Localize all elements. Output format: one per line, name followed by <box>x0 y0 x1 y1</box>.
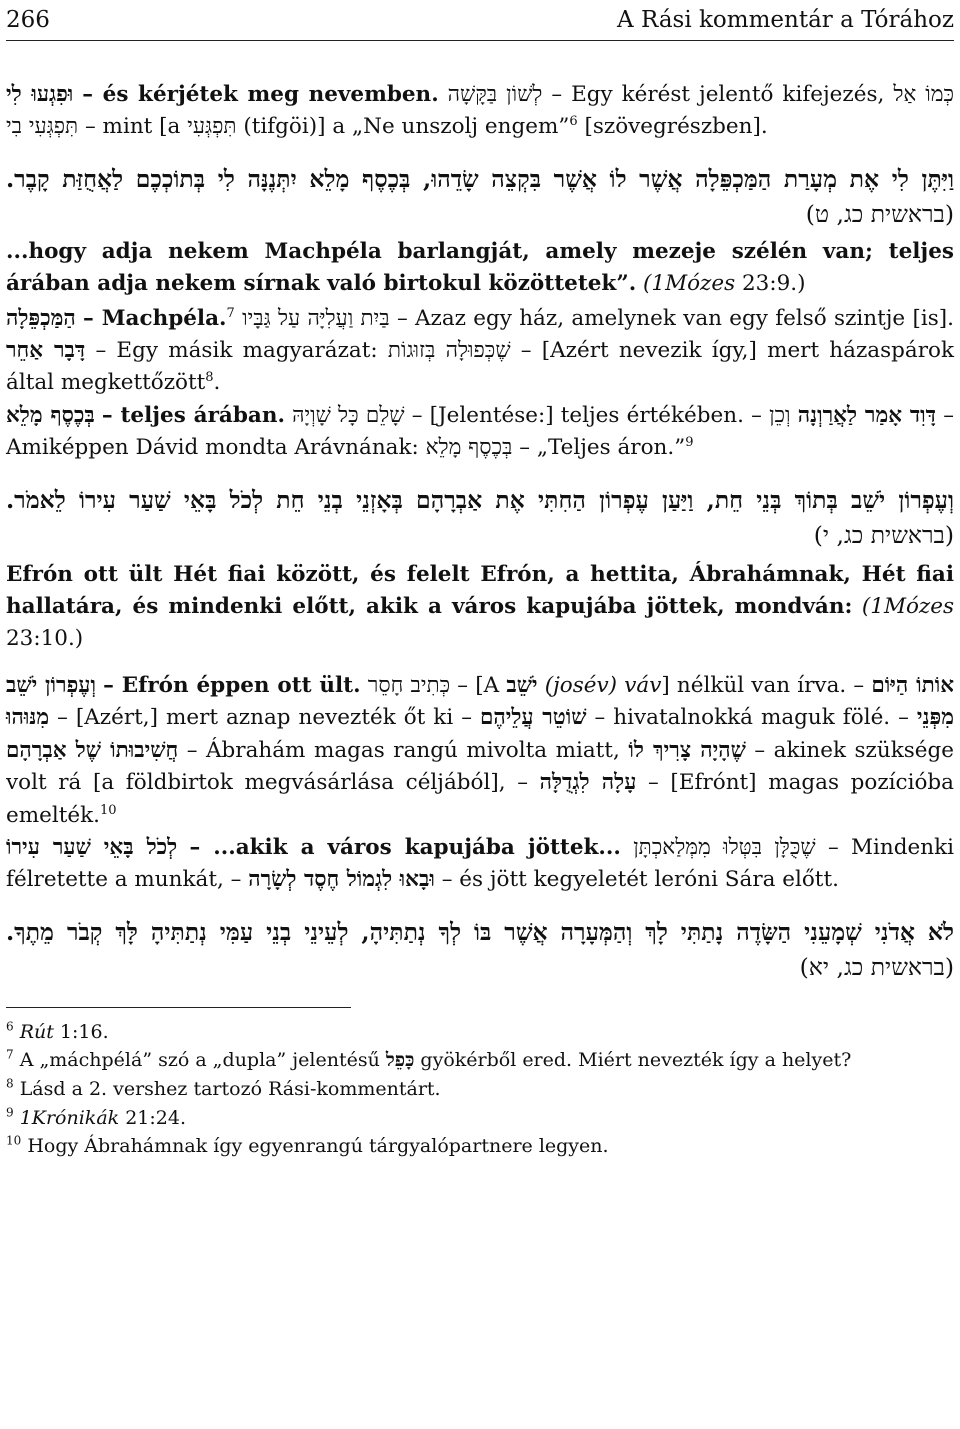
hebrew-phrase: שֶׁכֻּלָּן בִּטְּלוּ מִמְּלַאכְתָּן <box>633 834 816 860</box>
footnote-number: 9 <box>6 1105 14 1120</box>
footnote-number: 6 <box>6 1019 14 1034</box>
hebrew-phrase: בַּיִת וַעֲלִיָּה עַל גַּבָּיו <box>242 305 390 331</box>
hungarian-verse <box>6 559 954 656</box>
hebrew-phrase: מִפְּנֵי חֲשִׁיבוּתוֹ שֶׁל אַבְרָהָם <box>6 705 954 763</box>
lemma-translation: – teljes árában. <box>101 402 285 428</box>
hebrew-phrase: שֶׁהָיָה צָרִיךְ לוֹ <box>628 737 746 763</box>
footnote-hebrew: כָּפֵל <box>385 1049 415 1072</box>
hebrew-lemma: וּפִגְעוּ לִי <box>6 82 74 107</box>
running-title: A Rási kommentár a Tórához <box>617 7 954 33</box>
footnote-number: 8 <box>6 1076 14 1091</box>
footnote-ref[interactable]: 8 <box>205 370 214 386</box>
footnote-text: 1:16. <box>59 1020 109 1043</box>
hebrew-verse <box>6 483 954 553</box>
footnote <box>6 1104 954 1133</box>
commentary-text: – „Teljes áron.” <box>519 435 686 461</box>
commentary-text: – [Azért nevezik így,] mert házaspárok által megkettőzött <box>6 338 954 396</box>
hebrew-phrase: כְּתִיב חָסֵר <box>367 672 451 698</box>
footnote <box>6 1075 954 1104</box>
lemma-translation: – Efrón éppen ott ült. <box>103 672 361 698</box>
hungarian-verse-text: Efrón ott ült Hét fiai között, és felelt Efrón, a hettita, Ábrahámnak, Hét fiai hallatára, és mindenki előtt, akik a város kapujába jöttek, mondván: <box>6 561 954 620</box>
hebrew-lemma: הַמַּכְפֵּלָה <box>6 305 76 331</box>
hebrew-verse-ref: (בראשית כג, י) <box>813 520 954 549</box>
hebrew-verse-text: וְעֶפְרוֹן יֹשֵׁב בְּתוֹךְ בְּנֵי חֵת, וַיַּעַן עֶפְרוֹן הַחִתִּי אֶת אַבְרָהָם בְּאָזְנֵי בְנֵי חֵת לְכֹל בָּאֵי שַׁעַר עִירוֹ לֵאמֹר. <box>6 485 954 514</box>
commentary-text: – mint [a <box>84 114 181 140</box>
verse-ref-number: 23:10.) <box>6 626 84 652</box>
footnote-ref[interactable]: 9 <box>685 435 694 451</box>
footnote-text: 21:24. <box>125 1106 187 1129</box>
commentary-text: – Mindenki félretette a munkát, – <box>6 834 954 893</box>
hebrew-phrase: שָׁלֵם כָּל שָׁוְיָהּ <box>292 402 405 428</box>
footnote-ref-book: Rút <box>19 1020 54 1043</box>
commentary-text: – és jött kegyeletét leróni Sára előtt. <box>441 867 839 893</box>
verse-ref-book: (1Mózes <box>861 594 954 620</box>
verse-ref-book: (1Mózes <box>643 271 736 297</box>
footnote-text: Hogy Ábrahámnak így egyenrangú tárgyalópartnere legyen. <box>27 1135 609 1158</box>
commentary-text: váv <box>624 672 662 698</box>
hebrew-verse-text: וַיִּתֶּן לִי אֶת מְעָרַת הַמַּכְפֵּלָה אֲשֶׁר לוֹ אֲשֶׁר בִּקְצֵה שָׂדֵהוּ, בְּכֶסֶף מָלֵא יִתְּנֶנָּה לִי בְּתוֹכְכֶם לַאֲחֻזַּת קָבֶר. <box>6 164 954 193</box>
footnote-text: gyökérből ered. Miért nevezték így a helyet? <box>420 1049 852 1072</box>
commentary-text: (josév) <box>544 672 618 698</box>
hebrew-phrase: יֹשֵׁב <box>506 672 538 698</box>
hungarian-verse-text: ...hogy adja nekem Machpéla barlangját, amely mezeje szélén van; teljes árában adja nekem sírnak való birtokul közöttetek”. <box>6 238 954 297</box>
lemma-translation: – Machpéla. <box>83 305 227 331</box>
footnote-separator <box>6 1007 351 1008</box>
commentary-text: ] nélkül van írva. – <box>661 672 865 698</box>
footnote <box>6 1046 954 1075</box>
running-header <box>6 0 954 41</box>
commentary-text: – [Jelentése:] teljes értékében. – <box>411 402 762 428</box>
commentary-text: – [A <box>457 672 500 698</box>
hebrew-verse <box>6 162 954 232</box>
hebrew-phrase: וּבָאוּ לִגְמוֹל חֶסֶד לְשָׂרָה <box>248 867 435 893</box>
footnote-text: Lásd a 2. vershez tartozó Rási-kommentárt. <box>19 1077 441 1100</box>
commentary-paragraph <box>6 79 954 144</box>
hungarian-verse <box>6 236 954 301</box>
commentary-text: – Ábrahám magas rangú mivolta miatt, <box>186 737 620 763</box>
hebrew-phrase: דָּוִד אָמַר לַאֲרַוְנָה <box>797 402 937 428</box>
footnote-ref-book: 1Krónikák <box>19 1106 120 1129</box>
commentary-text: [szövegrészben]. <box>584 114 768 140</box>
commentary-paragraph <box>6 400 954 465</box>
commentary-text: – [Azért,] mert aznap nevezték őt ki – <box>57 705 472 731</box>
footnote-ref[interactable]: 10 <box>99 802 117 818</box>
commentary-text: (tifgöi)] a „Ne unszolj engem” <box>243 114 570 140</box>
commentary-paragraph <box>6 303 954 400</box>
book-page <box>6 0 954 1161</box>
commentary-text: – Egy másik magyarázat: <box>95 338 378 364</box>
footnote <box>6 1018 954 1047</box>
hebrew-phrase: כְּמוֹ אַל תִּפְגְּעִי בִי <box>6 82 954 140</box>
hebrew-verse-ref: (בראשית כג, יא) <box>799 952 954 981</box>
commentary-text: – Amiképpen Dávid mondta Arávnának: <box>6 402 954 461</box>
hebrew-phrase: אוֹתוֹ הַיּוֹם מִנּוּהוּ <box>6 672 955 731</box>
commentary-text: – [Efrónt] magas pozícióba emelték. <box>6 770 954 828</box>
verse-ref-number: 23:9.) <box>742 271 806 297</box>
hebrew-phrase: עָלָה לִגְדֻלָּה <box>539 770 637 796</box>
lemma-translation: – ...akik a város kapujába jöttek... <box>189 834 621 860</box>
hebrew-verse-text: לֹא אֲדֹנִי שְׁמָעֵנִי הַשָּׂדֶה נָתַתִּי לָךְ וְהַמְּעָרָה אֲשֶׁר בּוֹ לְךָ נְתַתִּיהָ, לְעֵינֵי בְנֵי עַמִּי נְתַתִּיהָ לָּךְ קְבֹר מֵתֶךָ. <box>6 917 954 946</box>
hebrew-lemma: בְּכֶסֶף מָלֵא <box>6 402 95 428</box>
commentary-text: – hivatalnokká maguk fölé. – <box>594 705 909 731</box>
hebrew-phrase: תִּפְגְּעִי <box>187 114 237 140</box>
page-number: 266 <box>6 7 50 33</box>
footnote-ref[interactable]: 7 <box>226 305 235 321</box>
commentary-text: – Egy kérést jelentő kifejezés, <box>551 82 885 107</box>
hebrew-phrase: דָּבָר אַחֵר <box>6 338 86 364</box>
footnote-text: A „máchpélá” szó a „dupla” jelentésű <box>19 1049 380 1072</box>
hebrew-phrase: וְכֵן <box>769 402 791 428</box>
hebrew-lemma: וְעֶפְרוֹן יֹשֵׁב <box>6 672 96 698</box>
hebrew-phrase: לְשׁוֹן בַּקָּשָׁה <box>447 82 543 107</box>
hebrew-phrase: בְּכֶסֶף מָלֵא <box>425 435 513 461</box>
commentary-paragraph <box>6 670 954 832</box>
hebrew-phrase: שֶׁכְּפוּלָה בְּזוּגוֹת <box>387 338 511 364</box>
commentary-text: . <box>213 370 221 396</box>
hebrew-verse-ref: (בראשית כג, ט) <box>805 199 954 228</box>
hebrew-lemma: לְכֹל בָּאֵי שַׁעַר עִירוֹ <box>6 834 178 860</box>
lemma-translation: – és kérjétek meg nevemben. <box>82 82 439 107</box>
hebrew-phrase: שׁוֹטֵר עֲלֵיהֶם <box>479 705 587 731</box>
footnote <box>6 1132 954 1161</box>
commentary-text: – akinek szüksége volt rá [a földbirtok megvásárlása céljából], – <box>6 737 954 796</box>
footnote-number: 10 <box>6 1133 22 1148</box>
footnote-number: 7 <box>6 1047 14 1062</box>
commentary-paragraph <box>6 832 954 897</box>
footnote-ref[interactable]: 6 <box>569 114 578 130</box>
hebrew-verse <box>6 915 954 985</box>
commentary-text: – Azaz egy ház, amelynek van egy felső szintje [is]. <box>396 305 954 331</box>
